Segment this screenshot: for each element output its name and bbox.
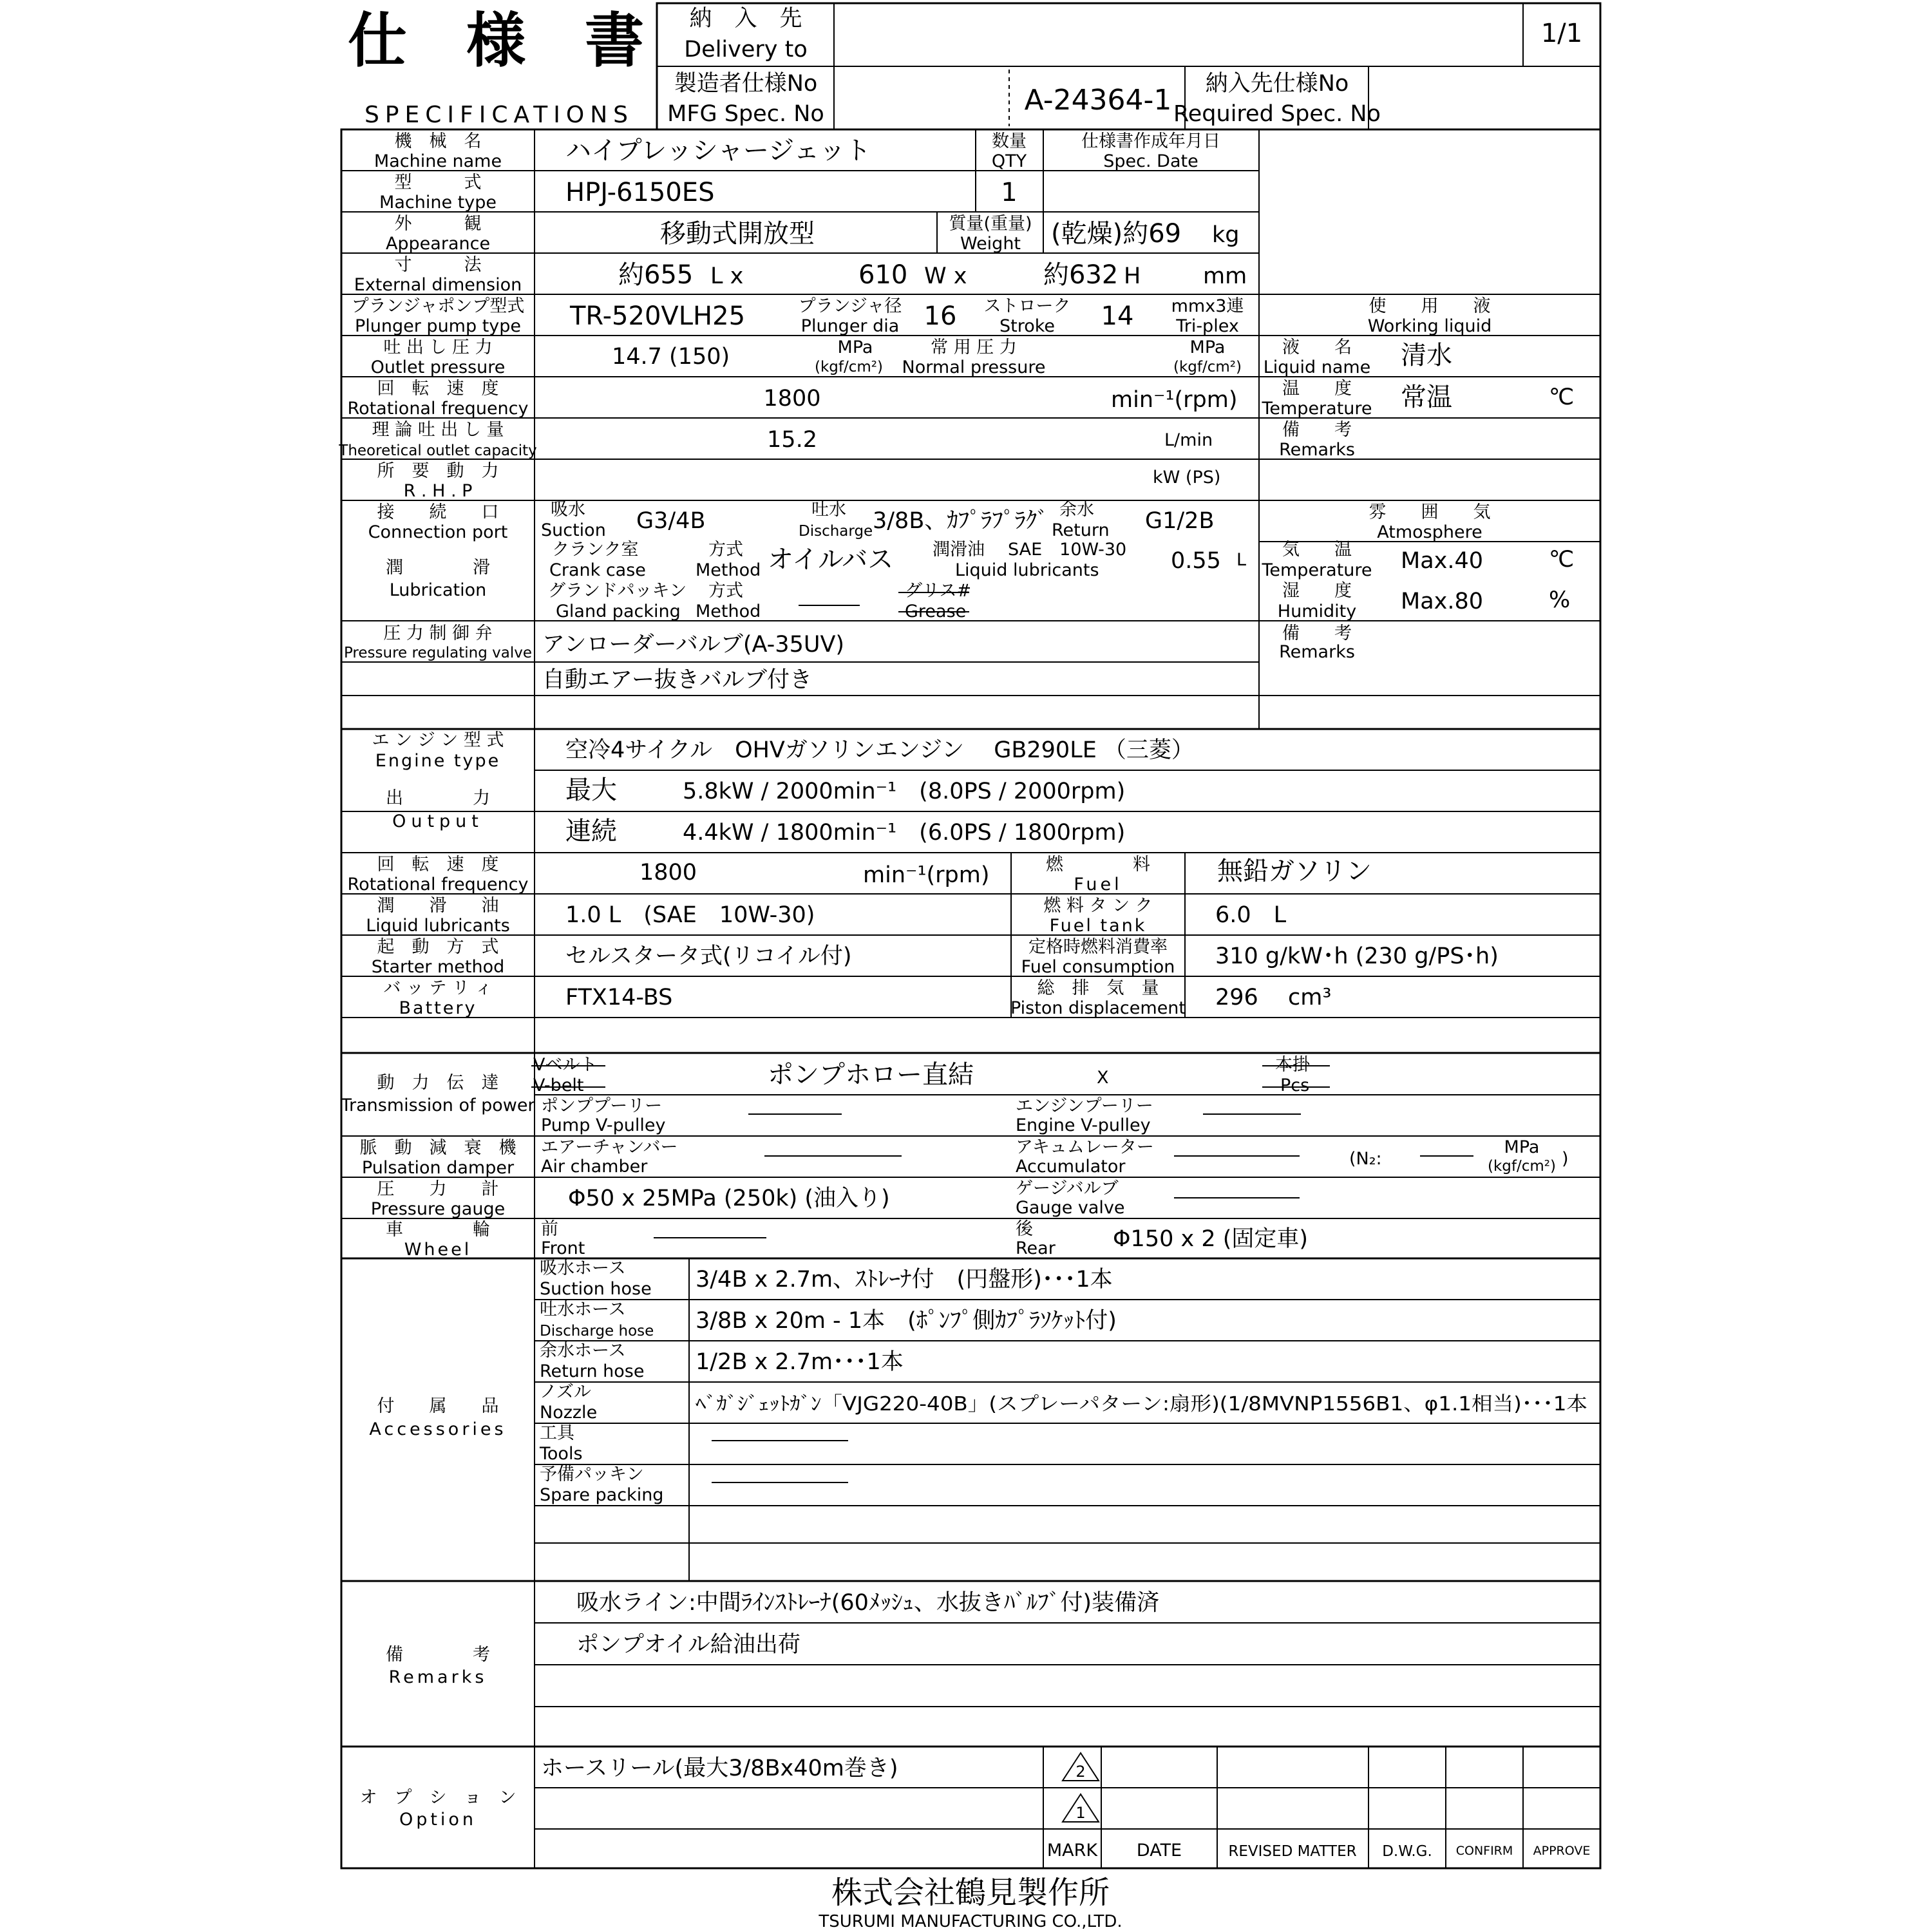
accessory-label-en: Tools — [540, 1444, 583, 1464]
dimension-label-jp: 寸 法 — [394, 255, 482, 275]
working-liquid-title-jp: 使 用 液 — [1368, 296, 1491, 316]
appearance-label-en: Appearance — [385, 234, 491, 254]
engine-type-label-jp: エ ン ジ ン 型 式 — [372, 730, 504, 750]
starter-value: セルスタータ式(リコイル付) — [565, 943, 852, 969]
gauge-label-jp: 圧 力 計 — [377, 1179, 499, 1199]
lubrication-label-jp: 潤 滑 — [386, 558, 490, 578]
outlet-pressure-kgf: (kgf/cm²) — [815, 359, 883, 375]
engine-rotation-unit: min⁻¹(rpm) — [863, 862, 990, 888]
normal-pressure-label-jp: 常 用 圧 力 — [931, 337, 1017, 357]
qty-value: 1 — [1001, 178, 1018, 207]
engine-lub-label-jp: 潤 滑 油 — [377, 896, 499, 916]
air-chamber-label-en: Air chamber — [541, 1157, 648, 1177]
rhp-unit: kW (PS) — [1153, 468, 1221, 488]
liquid-name-value: 清水 — [1401, 341, 1452, 370]
machine-name-label-jp: 機 械 名 — [394, 131, 482, 151]
weight-label-jp: 質量(重量) — [949, 214, 1032, 234]
machine-type-value: HPJ-6150ES — [565, 178, 715, 207]
dimension-unit: mm — [1203, 263, 1247, 289]
vbelt-label-en: V-belt — [533, 1075, 584, 1095]
pump-type-label-jp: プランジャポンプ型式 — [351, 296, 525, 316]
appearance-value: 移動式開放型 — [660, 219, 815, 249]
remarks-line-2: ポンプオイル給油出荷 — [576, 1632, 800, 1658]
plunger-dia-value: 16 — [923, 301, 957, 331]
battery-value: FTX14-BS — [565, 985, 673, 1010]
air-bleed-valve-note: 自動エアー抜きバルブ付き — [542, 667, 812, 693]
option-value: ホースリール(最大3/8Bx40m巻き) — [541, 1756, 898, 1781]
accessories-label-en: Accessories — [369, 1419, 507, 1439]
accessory-item-return-hose — [540, 1341, 904, 1381]
outlet-pressure-mpa: MPa — [837, 337, 873, 357]
engine-rotation-value: 1800 — [639, 860, 697, 886]
rev-header-approve: APPROVE — [1533, 1844, 1591, 1858]
liquid-temp-value: 常温 — [1401, 383, 1452, 412]
page-title: 仕 様 書 — [347, 6, 645, 75]
pump-oil-value: 0.55 — [1171, 548, 1221, 574]
gauge-value: Φ50 x 25MPa (250k) (油入り) — [568, 1186, 890, 1211]
weight-value: (乾燥)約69 — [1051, 219, 1182, 249]
rev-header-revised-matter: REVISED MATTER — [1228, 1843, 1357, 1860]
spec-date-label-jp: 仕様書作成年月日 — [1081, 131, 1220, 151]
accessory-label-en: Nozzle — [540, 1403, 598, 1423]
n2-mpa: MPa — [1504, 1137, 1540, 1157]
fuel-label-en: Fuel — [1074, 875, 1122, 895]
gland-method-label-en: Method — [696, 601, 761, 621]
capacity-unit: L/min — [1164, 430, 1213, 450]
connection-label-jp: 接 続 口 — [377, 502, 499, 522]
displacement-label-jp: 総 排 気 量 — [1037, 978, 1159, 998]
machine-name-label-en: Machine name — [374, 151, 502, 171]
engine-rotation-label-jp: 回 転 速 度 — [377, 855, 499, 875]
delivery-label-en: Delivery to — [684, 37, 808, 62]
pump-oil-label-jp: 潤滑油 — [933, 540, 985, 560]
return-label-jp: 余水 — [1059, 500, 1094, 520]
rev-header-mark: MARK — [1046, 1841, 1098, 1861]
mfg-spec-label-en: MFG Spec. No — [667, 101, 824, 127]
gauge-valve-label-en: Gauge valve — [1016, 1198, 1125, 1218]
discharge-label-jp: 吐水 — [811, 500, 846, 520]
stroke-label-en: Stroke — [999, 316, 1056, 336]
discharge-value: 3/8B、ｶﾌﾟﾗﾌﾟﾗｸﾞ — [873, 508, 1048, 534]
page-subtitle: SPECIFICATIONS — [364, 102, 634, 128]
liquid-remarks-label-en: Remarks — [1279, 440, 1355, 460]
atmosphere-temp-label-jp: 気 温 — [1282, 540, 1352, 560]
machine-name-value: ハイプレッシャージェット — [565, 136, 871, 166]
crank-method-value: オイルバス — [768, 545, 894, 574]
dimension-width: 610 — [858, 260, 908, 290]
accessory-item-nozzle — [540, 1382, 1587, 1423]
outlet-pressure-label-jp: 吐 出 し 圧 力 — [383, 337, 493, 357]
qty-label-en: QTY — [991, 151, 1027, 171]
required-spec-label-en: Required Spec. No — [1173, 101, 1381, 127]
fuel-tank-value: 6.0 L — [1215, 902, 1287, 928]
rev-header-confirm: CONFIRM — [1455, 1844, 1513, 1858]
liquid-name-label-jp: 液 名 — [1282, 337, 1352, 357]
air-chamber-label-jp: エアーチャンバー — [541, 1137, 678, 1157]
pump-type-value: TR-520VLH25 — [570, 301, 746, 331]
atmosphere-temp-label-en: Temperature — [1262, 560, 1372, 580]
capacity-value: 15.2 — [767, 427, 817, 453]
vbelt-label-jp: Vベルト — [533, 1055, 598, 1075]
displacement-value: 296 — [1215, 985, 1258, 1010]
normal-pressure-kgf: (kgf/cm²) — [1173, 359, 1242, 375]
wheel-label-jp: 車 輪 — [386, 1220, 490, 1240]
engine-pulley-label-jp: エンジンプーリー — [1016, 1096, 1153, 1116]
connection-label-en: Connection port — [368, 522, 508, 542]
revision-mark-2: 2 — [1075, 1763, 1086, 1781]
capacity-label-en: Theoretical outlet capacity — [339, 442, 537, 459]
option-label-en: Option — [399, 1810, 477, 1830]
pump-oil-unit: L — [1236, 550, 1247, 570]
liquid-temp-unit: ℃ — [1549, 384, 1575, 410]
machine-type-label-jp: 型 式 — [394, 173, 482, 193]
crank-method-label-jp: 方式 — [708, 540, 743, 560]
suction-value: G3/4B — [636, 508, 706, 534]
fuel-value: 無鉛ガソリン — [1217, 857, 1372, 886]
battery-label-en: Battery — [399, 998, 477, 1018]
engine-output-label-en: Output — [392, 811, 484, 831]
n2-label: (N₂: — [1349, 1149, 1382, 1169]
pump-rotation-unit: min⁻¹(rpm) — [1111, 387, 1238, 413]
engine-type-value: 空冷4サイクル OHVガソリンエンジン GB290LE （三菱） — [565, 737, 1194, 763]
rhp-label-en: R . H . P — [403, 481, 473, 501]
gland-method-label-jp: 方式 — [708, 581, 743, 601]
mfg-spec-number: A-24364-1 — [1024, 84, 1172, 117]
rear-wheel-label-jp: 後 — [1016, 1219, 1033, 1239]
gauge-valve-label-jp: ゲージバルブ — [1016, 1179, 1119, 1198]
appearance-label-jp: 外 観 — [394, 214, 482, 234]
accessory-value: 3/4B x 2.7m、ｽﾄﾚｰﾅ付 (円盤形)･･･1本 — [696, 1267, 1113, 1293]
rev-header-dwg: D.W.G. — [1382, 1843, 1432, 1860]
accessory-label-jp: 余水ホース — [540, 1341, 626, 1361]
starter-label-en: Starter method — [371, 957, 505, 977]
working-liquid-title-en: Working liquid — [1367, 316, 1492, 336]
wheel-label-en: Wheel — [404, 1240, 472, 1260]
max-output-label: 最大 — [565, 775, 617, 805]
required-spec-label-jp: 納入先仕様No — [1205, 71, 1349, 97]
accessory-label-jp: 予備パッキン — [540, 1464, 644, 1484]
stroke-label-jp: ストローク — [983, 296, 1071, 316]
accessory-label-jp: 吐水ホース — [540, 1300, 626, 1320]
pump-rotation-label-jp: 回 転 速 度 — [377, 379, 499, 399]
accessory-label-en: Suction hose — [540, 1279, 652, 1299]
delivery-label-jp: 納 入 先 — [689, 6, 802, 32]
humidity-value: Max.80 — [1401, 589, 1484, 614]
atmosphere-title-en: Atmosphere — [1377, 522, 1482, 542]
accessory-value: ﾍﾞｶﾞｼﾞｪｯﾄｶﾞﾝ「VJG220-40B」(スプレーパターン:扇形)(1/8MVNP1556B1、φ1.1相当)･･･1本 — [696, 1393, 1587, 1416]
valve-label-en: Pressure regulating valve — [343, 645, 533, 661]
max-output-value: 5.8kW / 2000min⁻¹ (8.0PS / 2000rpm) — [683, 779, 1126, 804]
valve-value: アンローダーバルブ(A-35UV) — [542, 632, 845, 658]
transmission-multiplier: X — [1097, 1068, 1109, 1088]
displacement-unit: cm³ — [1288, 985, 1332, 1010]
atmosphere-remarks-label-en: Remarks — [1279, 642, 1355, 662]
engine-output-label-jp: 出 力 — [386, 788, 490, 808]
humidity-label-jp: 湿 度 — [1282, 581, 1352, 601]
fuel-label-jp: 燃 料 — [1046, 855, 1150, 875]
pump-oil-label-en: Liquid lubricants — [955, 560, 1099, 580]
transmission-label-jp: 動 力 伝 達 — [377, 1073, 499, 1093]
humidity-label-en: Humidity — [1277, 601, 1357, 621]
front-wheel-label-jp: 前 — [541, 1219, 558, 1239]
pump-rotation-value: 1800 — [763, 386, 821, 412]
spec-date-label-en: Spec. Date — [1103, 151, 1198, 171]
continuous-output-value: 4.4kW / 1800min⁻¹ (6.0PS / 1800rpm) — [683, 820, 1126, 846]
page-number: 1/1 — [1540, 19, 1583, 48]
crank-method-label-en: Method — [696, 560, 761, 580]
remarks-label-en: Remarks — [388, 1667, 488, 1687]
engine-lub-label-en: Liquid lubricants — [366, 916, 510, 936]
accessory-label-en: Return hose — [540, 1361, 645, 1381]
dimension-width-unit: W x — [924, 263, 967, 289]
plunger-dia-label-jp: プランジャ径 — [798, 296, 902, 316]
engine-rotation-label-en: Rotational frequency — [347, 875, 529, 895]
grease-label-jp: グリス# — [905, 581, 972, 601]
machine-type-label-en: Machine type — [379, 193, 497, 213]
n2-kgf: (kgf/cm²) — [1488, 1158, 1556, 1175]
gland-packing-label-en: Gland packing — [556, 601, 681, 621]
dimension-length: 約655 — [618, 260, 694, 290]
engine-type-label-en: Engine type — [375, 751, 501, 771]
triplex-label-en: Tri-plex — [1176, 316, 1239, 336]
qty-label-jp: 数量 — [992, 131, 1027, 151]
dimension-height: 約632 — [1043, 260, 1119, 290]
rear-wheel-label-en: Rear — [1016, 1238, 1056, 1258]
engine-pulley-label-en: Engine V-pulley — [1016, 1115, 1151, 1135]
discharge-label-en: Discharge — [799, 523, 873, 540]
accumulator-label-jp: アキュムレーター — [1016, 1137, 1154, 1157]
weight-label-en: Weight — [960, 234, 1021, 254]
dimension-length-unit: L x — [710, 263, 744, 289]
gland-packing-label-jp: グランドパッキン — [548, 581, 687, 601]
triplex-label-jp: mmx3連 — [1171, 296, 1244, 316]
dimension-height-unit: H — [1124, 263, 1141, 289]
company-name-jp: 株式会社鶴見製作所 — [831, 1875, 1110, 1911]
liquid-name-label-en: Liquid name — [1263, 357, 1371, 377]
dimension-label-en: External dimension — [354, 275, 522, 295]
damper-label-jp: 脈 動 減 衰 機 — [359, 1138, 516, 1158]
grid-lines — [341, 3, 1600, 1868]
fuel-tank-label-en: Fuel tank — [1049, 916, 1147, 936]
crank-case-label-jp: クランク室 — [552, 540, 639, 560]
fuel-tank-label-jp: 燃 料 タ ン ク — [1043, 896, 1153, 916]
engine-lub-value: 1.0 L (SAE 10W-30) — [565, 902, 815, 928]
company-name-en: TSURUMI MANUFACTURING CO.,LTD. — [819, 1912, 1122, 1931]
gauge-label-en: Pressure gauge — [370, 1199, 506, 1219]
accessory-label-en: Spare packing — [540, 1485, 664, 1505]
pump-type-label-en: Plunger pump type — [354, 316, 522, 336]
accessory-item-discharge-hose — [540, 1300, 1117, 1340]
atmosphere-title-jp: 雰 囲 気 — [1368, 502, 1491, 522]
battery-label-jp: バ ッ テ リ ィ — [383, 978, 493, 998]
pump-pulley-label-jp: ポンププーリー — [541, 1096, 663, 1116]
fuel-consumption-label-jp: 定格時燃料消費率 — [1028, 937, 1168, 957]
accessory-item-tools — [539, 1423, 583, 1464]
pump-pulley-label-en: Pump V-pulley — [541, 1115, 666, 1135]
valve-label-jp: 圧 力 制 御 弁 — [383, 623, 493, 643]
accessory-label-jp: ノズル — [540, 1382, 591, 1402]
liquid-temp-label-en: Temperature — [1262, 399, 1372, 419]
suction-label-en: Suction — [541, 520, 606, 540]
mfg-spec-label-jp: 製造者仕様No — [674, 71, 818, 97]
starter-label-jp: 起 動 方 式 — [377, 937, 499, 957]
plunger-dia-label-en: Plunger dia — [800, 316, 900, 336]
atmosphere-temp-value: Max.40 — [1401, 548, 1484, 574]
remarks-line-1: 吸水ライン:中間ﾗｲﾝｽﾄﾚｰﾅ(60ﾒｯｼｭ、水抜きﾊﾞﾙﾌﾞ付)装備済 — [576, 1590, 1160, 1616]
humidity-unit: % — [1549, 587, 1571, 613]
pump-oil-sae: SAE 10W-30 — [1008, 540, 1127, 560]
accessory-value: 3/8B x 20m - 1本 (ﾎﾟﾝﾌﾟ側ｶﾌﾟﾗｿｹｯﾄ付) — [696, 1308, 1117, 1334]
accessories-label-jp: 付 属 品 — [377, 1396, 499, 1416]
capacity-label-jp: 理 論 吐 出 し 量 — [372, 420, 504, 440]
transmission-label-en: Transmission of power — [341, 1095, 535, 1115]
displacement-label-en: Piston displacement — [1010, 998, 1186, 1018]
fuel-consumption-value: 310 g/kW･h (230 g/PS･h) — [1215, 943, 1499, 969]
damper-label-en: Pulsation damper — [361, 1158, 515, 1178]
accessory-item-spare-packing — [540, 1464, 663, 1505]
transmission-value: ポンプホロー直結 — [768, 1060, 974, 1090]
normal-pressure-label-en: Normal pressure — [902, 357, 1046, 377]
pump-rotation-label-en: Rotational frequency — [347, 399, 529, 419]
accessory-label-jp: 工具 — [540, 1423, 574, 1443]
accessory-item-suction-hose — [540, 1258, 1113, 1299]
weight-unit: kg — [1212, 222, 1240, 248]
accessory-label-en: Discharge hose — [540, 1323, 654, 1340]
suction-label-jp: 吸水 — [551, 500, 585, 520]
stroke-value: 14 — [1101, 301, 1134, 331]
outlet-pressure-value: 14.7 (150) — [612, 344, 730, 370]
liquid-remarks-label-jp: 備 考 — [1282, 420, 1352, 440]
rev-header-date: DATE — [1136, 1841, 1182, 1861]
rear-wheel-value: Φ150 x 2 (固定車) — [1113, 1226, 1309, 1252]
rhp-label-jp: 所 要 動 力 — [377, 461, 499, 481]
pcs-label-en: Pcs — [1280, 1075, 1310, 1095]
fuel-consumption-label-en: Fuel consumption — [1021, 957, 1175, 977]
crank-case-label-en: Crank case — [549, 560, 646, 580]
normal-pressure-mpa: MPa — [1189, 337, 1226, 357]
remarks-label-jp: 備 考 — [386, 1645, 490, 1665]
pcs-label-jp: 本掛 — [1275, 1055, 1310, 1075]
grease-label-en: Grease — [905, 601, 967, 621]
accessory-value: 1/2B x 2.7m･･･1本 — [696, 1349, 904, 1375]
continuous-output-label: 連続 — [565, 817, 617, 846]
revision-mark-1: 1 — [1075, 1804, 1086, 1822]
n2-close: ) — [1562, 1149, 1569, 1169]
liquid-temp-label-jp: 温 度 — [1282, 379, 1352, 399]
accumulator-label-en: Accumulator — [1016, 1157, 1126, 1177]
option-label-jp: オ プ シ ョ ン — [359, 1788, 516, 1808]
lubrication-label-en: Lubrication — [389, 580, 487, 600]
atmosphere-temp-unit: ℃ — [1549, 547, 1575, 573]
outlet-pressure-label-en: Outlet pressure — [370, 357, 506, 377]
front-wheel-label-en: Front — [541, 1238, 585, 1258]
accessory-label-jp: 吸水ホース — [540, 1258, 626, 1278]
return-value: G1/2B — [1145, 508, 1215, 534]
return-label-en: Return — [1052, 520, 1110, 540]
atmosphere-remarks-label-jp: 備 考 — [1282, 623, 1352, 643]
